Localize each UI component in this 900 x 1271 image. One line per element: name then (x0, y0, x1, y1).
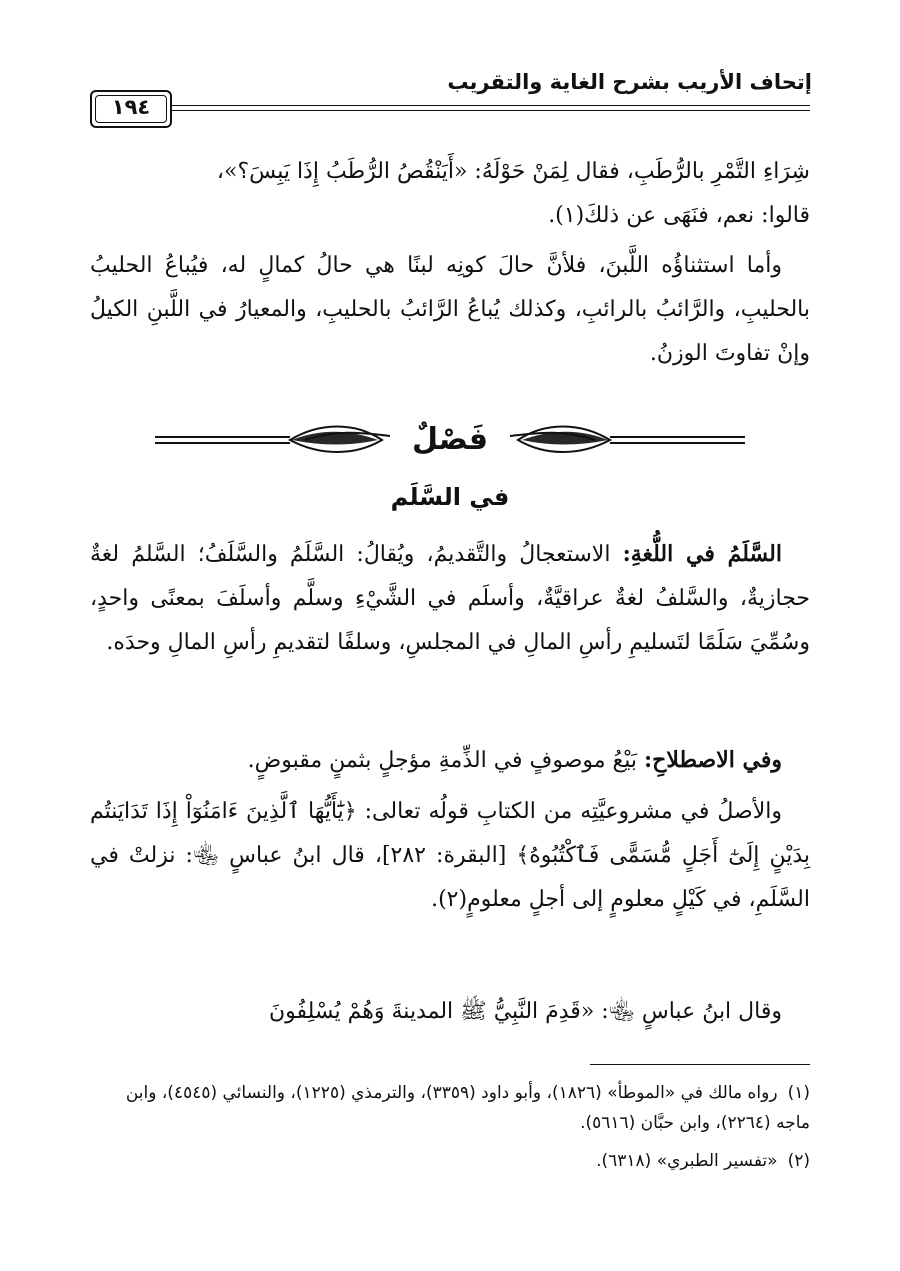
header-rule (90, 105, 810, 106)
section-heading-ornament (90, 416, 810, 466)
section-heading: فَصْلٌ (412, 422, 488, 457)
paragraph-1-line-1: شِرَاءِ التَّمْرِ بالرُّطَبِ، فقال لِمَنْ حَوْلَهُ: «أَيَنْقُصُ الرُّطَبُ إِذَا يَبِسَ؟»، (216, 159, 810, 184)
footnote-number: (٢) (787, 1151, 810, 1171)
subheading: في السَّلَم (390, 483, 510, 511)
paragraph-3-text: الاستعجالُ والتَّقديمُ، ويُقالُ: السَّلَمُ والسَّلَفُ؛ السَّلمُ لغةٌ حجازيةٌ، والسَّلفُ لغةٌ عراقيَّةٌ، وأسلَم في الشَّيْءِ وسلَّم وأسلَفَ بمعنًى واحدٍ، وسُمِّيَ سَلَمًا لتَسليمِ رأسِ المالِ في المجلسِ، وسلفًا لتقديمِ رأسِ المالِ وحدَه. (90, 542, 810, 655)
running-title: إتحاف الأريب بشرح الغاية والتقريب (447, 70, 812, 94)
paragraph-4-text: بَيْعُ موصوفٍ في الذِّمةِ مؤجلٍ بثمنٍ مقبوضٍ. (247, 748, 645, 773)
page-number-box (90, 90, 172, 128)
footnote-number: (١) (787, 1083, 810, 1103)
paragraph-6: وقال ابنُ عباسٍ ﵄: «قَدِمَ النَّبِيُّ ﷺ المدينةَ وَهُمْ يُسْلِفُونَ (268, 999, 782, 1024)
page-number: ١٩٤ (111, 95, 151, 119)
paragraph-1 (90, 150, 810, 238)
paragraph-2: وأما استثناؤُه اللَّبنَ، فلأنَّ حالَ كونِه لبنًا هي حالُ كمالٍ له، فيُباعُ الحليبُ بالحليبِ، والرَّائبُ بالرائبِ، وكذلك يُباعُ الرَّائبُ بالحليبِ، والمعيارُ في اللَّبنِ الكيلُ وإنْ تفاوتَ الوزنُ. (90, 253, 810, 366)
footnote-2 (90, 1146, 810, 1176)
paragraph-4 (90, 738, 810, 783)
paragraph-5: والأصلُ في مشروعيَّتِه من الكتابِ قولُه تعالى: ﴿يَٰٓأَيُّهَا ٱلَّذِينَ ءَامَنُوٓاْ إِذَا تَدَايَنتُم بِدَيْنٍ إِلَىٰٓ أَجَلٍ مُّسَمًّى فَٱكْتُبُوهُ﴾ [البقرة: ٢٨٢]، قال ابنُ عباسٍ ﵄: نزلتْ في السَّلَمِ، في كَيْلٍ معلومٍ إلى أجلٍ معلومٍ(٢). (90, 799, 810, 912)
paragraph-1-line-2: قالوا: نعم، فنَهَى عن ذلكَ(١). (548, 203, 810, 228)
footnote-separator (590, 1064, 810, 1065)
footnote-text: «تفسير الطبري» (٦٣١٨). (596, 1151, 778, 1171)
term-lead: وفي الاصطلاحِ: (644, 747, 782, 773)
footnote-1 (90, 1078, 810, 1138)
term-lead: السَّلَمُ في اللُّغةِ: (622, 541, 782, 567)
header-rule (90, 110, 810, 111)
paragraph-3 (90, 532, 810, 665)
footnote-text: رواه مالك في «الموطأ» (١٨٢٦)، وأبو داود (٣٣٥٩)، والترمذي (١٢٢٥)، والنسائي (٤٥٤٥)، وابن ماجه (٢٢٦٤)، وابن حبَّان (٥٦١٦). (125, 1083, 810, 1133)
